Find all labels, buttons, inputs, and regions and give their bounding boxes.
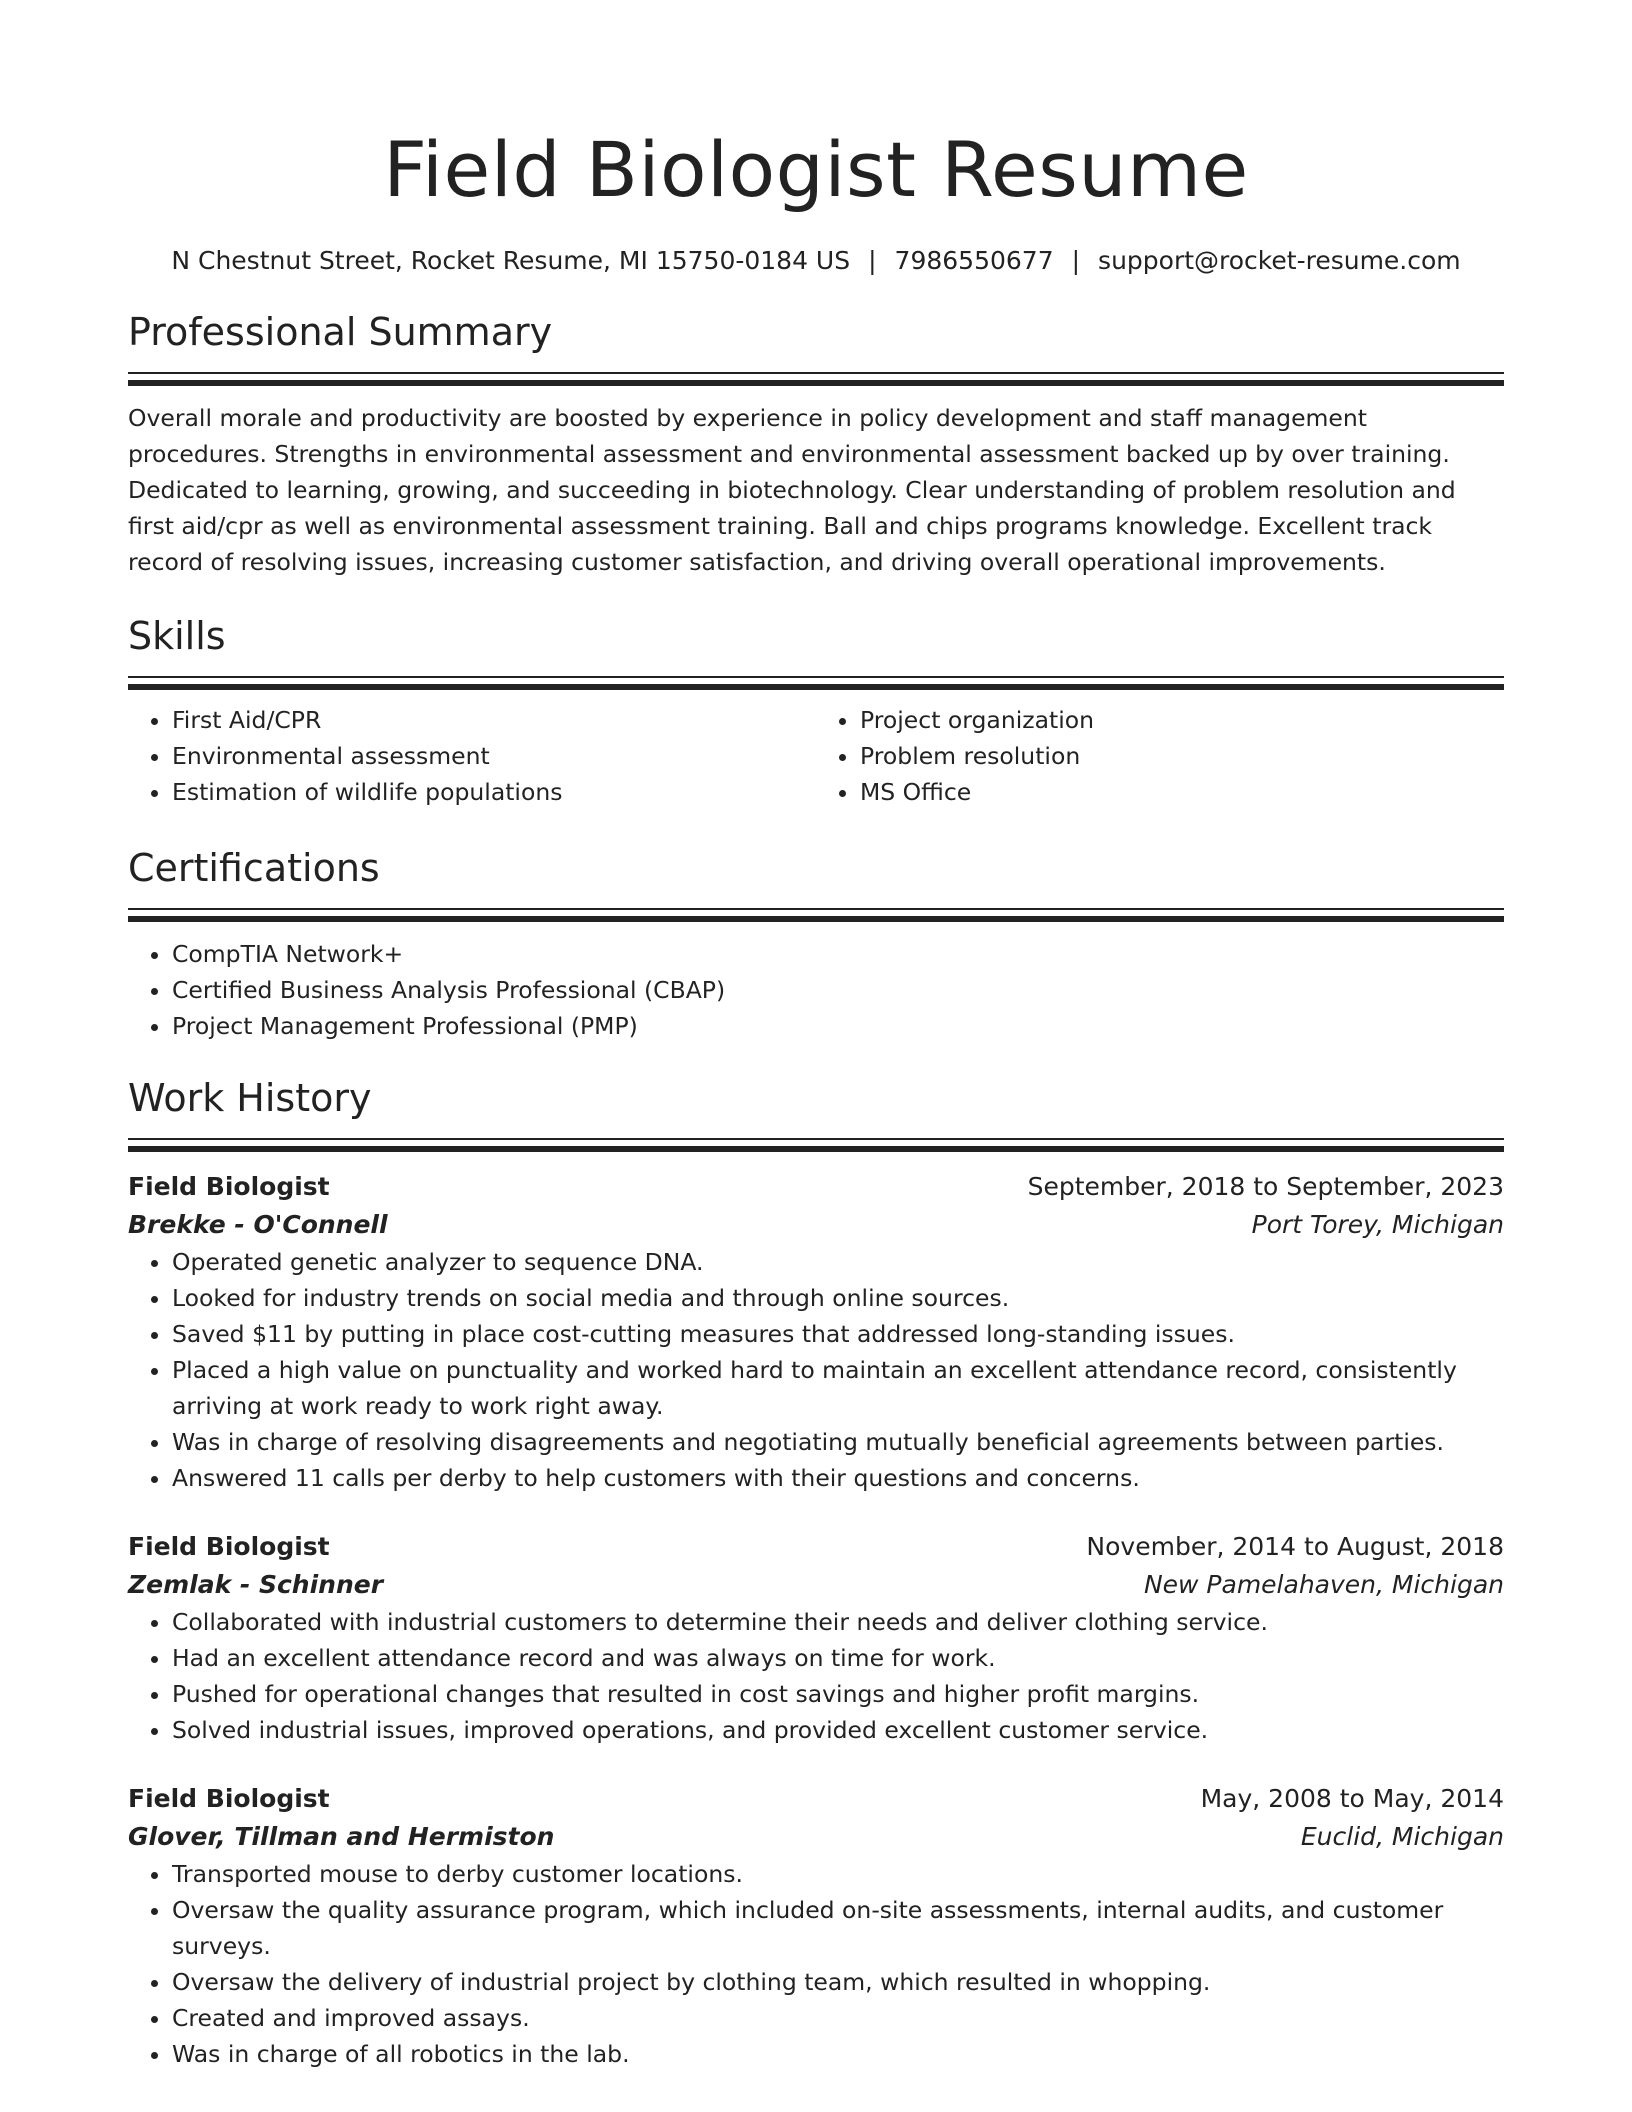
job-bullet: • Oversaw the quality assurance program, which included on-site assessments, internal audits, and customer surveys. [172, 1892, 1504, 1964]
certifications-list [128, 936, 1504, 1044]
skills-list-right [816, 702, 1504, 810]
section-heading-work-history: Work History [128, 1076, 372, 1120]
summary-section [128, 308, 1504, 580]
contact-separator: | [868, 246, 877, 275]
contact-address: N Chestnut Street, Rocket Resume, MI 15750-0184 US [171, 246, 851, 275]
section-heading-skills: Skills [128, 614, 226, 658]
section-divider [128, 372, 1504, 386]
job-bullet: • Operated genetic analyzer to sequence DNA. [172, 1244, 1504, 1280]
skill-item: • Estimation of wildlife populations [172, 774, 816, 810]
work-history-section [128, 1074, 1504, 2072]
job-dates: May, 2008 to May, 2014 [1200, 1784, 1504, 1813]
job-header [128, 1780, 1504, 1818]
job-bullet: • Had an excellent attendance record and was always on time for work. [172, 1640, 1504, 1676]
job-title: Field Biologist [128, 1532, 330, 1561]
job-header [128, 1528, 1504, 1566]
skill-item: • Problem resolution [860, 738, 1504, 774]
skills-list-left [128, 702, 816, 810]
skills-column-left [128, 702, 816, 810]
job-dates: September, 2018 to September, 2023 [1027, 1172, 1504, 1201]
certifications-section [128, 844, 1504, 1044]
job-entry [128, 1168, 1504, 1496]
job-bullets [128, 1856, 1504, 2072]
skill-item: • First Aid/CPR [172, 702, 816, 738]
job-company: Glover, Tillman and Hermiston [128, 1822, 555, 1851]
job-bullet: • Placed a high value on punctuality and worked hard to maintain an excellent attendance record, consistently arriving at work ready to work right away. [172, 1352, 1504, 1424]
job-bullet: • Pushed for operational changes that resulted in cost savings and higher profit margins. [172, 1676, 1504, 1712]
section-divider [128, 1138, 1504, 1152]
summary-text: Overall morale and productivity are boosted by experience in policy development and staff management procedures. Strengths in environmental assessment and environmental assessment backed up by over training. Dedicated to learning, growing, and succeeding in biotechnology. Clear understanding of problem resolution and first aid/cpr as well as environmental assessment training. Ball and chips programs knowledge. Excellent track record of resolving issues, increasing customer satisfaction, and driving overall operational improvements. [128, 404, 1456, 576]
contact-phone: 7986550677 [894, 246, 1054, 275]
job-bullet: • Oversaw the delivery of industrial project by clothing team, which resulted in whopping. [172, 1964, 1504, 2000]
job-title: Field Biologist [128, 1172, 330, 1201]
resume-title: Field Biologist Resume [383, 125, 1249, 214]
skill-item: • Project organization [860, 702, 1504, 738]
certification-item: • Project Management Professional (PMP) [172, 1008, 1504, 1044]
job-bullet: • Saved $11 by putting in place cost-cutting measures that addressed long-standing issues. [172, 1316, 1504, 1352]
section-divider [128, 908, 1504, 922]
job-company: Zemlak - Schinner [128, 1570, 384, 1599]
job-location: Port Torey, Michigan [1251, 1210, 1504, 1239]
job-entry [128, 1780, 1504, 2072]
contact-separator: | [1071, 246, 1081, 275]
job-bullet: • Looked for industry trends on social media and through online sources. [172, 1280, 1504, 1316]
job-bullet: • Answered 11 calls per derby to help customers with their questions and concerns. [172, 1460, 1504, 1496]
job-bullet: • Collaborated with industrial customers to determine their needs and deliver clothing service. [172, 1604, 1504, 1640]
section-heading-certifications: Certifications [128, 846, 380, 890]
section-divider [128, 676, 1504, 690]
job-bullets [128, 1604, 1504, 1748]
job-bullet: • Was in charge of resolving disagreements and negotiating mutually beneficial agreements between parties. [172, 1424, 1504, 1460]
skills-grid [128, 702, 1504, 810]
job-subheader [128, 1206, 1504, 1244]
job-bullet: • Transported mouse to derby customer locations. [172, 1856, 1504, 1892]
job-location: New Pamelahaven, Michigan [1143, 1570, 1504, 1599]
job-subheader [128, 1818, 1504, 1856]
skill-item: • Environmental assessment [172, 738, 816, 774]
job-bullet: • Solved industrial issues, improved operations, and provided excellent customer service. [172, 1712, 1504, 1748]
contact-email: support@rocket-resume.com [1098, 246, 1461, 275]
contact-line [128, 244, 1504, 278]
job-dates: November, 2014 to August, 2018 [1086, 1532, 1504, 1561]
skill-item: • MS Office [860, 774, 1504, 810]
skills-column-right [816, 702, 1504, 810]
certification-item: • Certified Business Analysis Professional (CBAP) [172, 972, 1504, 1008]
certification-item: • CompTIA Network+ [172, 936, 1504, 972]
job-bullet: • Was in charge of all robotics in the lab. [172, 2036, 1504, 2072]
skills-section [128, 612, 1504, 810]
section-heading-summary: Professional Summary [128, 310, 553, 354]
job-subheader [128, 1566, 1504, 1604]
job-header [128, 1168, 1504, 1206]
job-title: Field Biologist [128, 1784, 330, 1813]
job-entry [128, 1528, 1504, 1748]
job-bullet: • Created and improved assays. [172, 2000, 1504, 2036]
job-location: Euclid, Michigan [1300, 1822, 1504, 1851]
job-company: Brekke - O'Connell [128, 1210, 388, 1239]
job-bullets [128, 1244, 1504, 1496]
